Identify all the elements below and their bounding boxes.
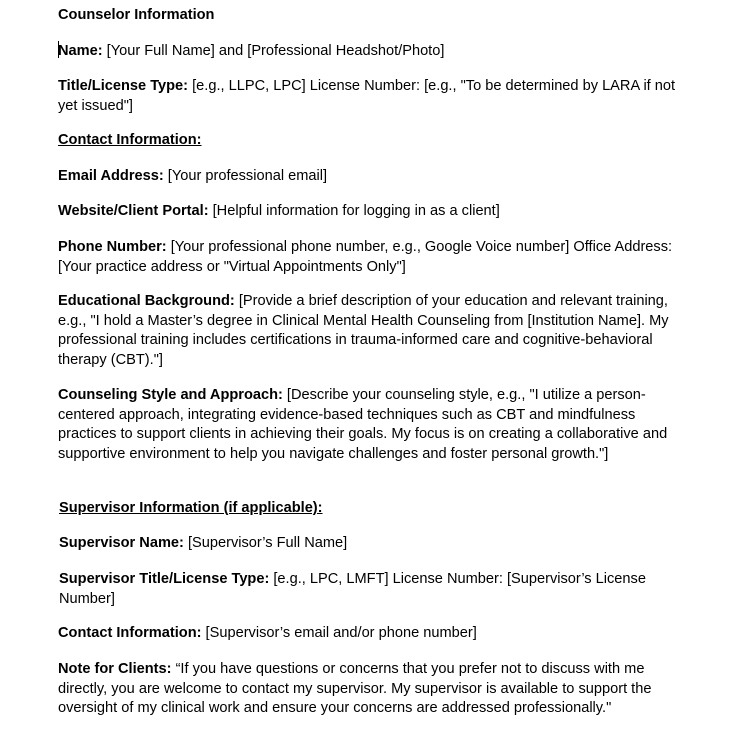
style-label: Counseling Style and Approach: — [58, 387, 283, 403]
contact-heading: Contact Information: — [58, 132, 202, 148]
document-title: Counselor Information — [58, 7, 215, 23]
supervisor-title-field — [59, 570, 689, 609]
phone-value: [Your professional phone number, e.g., Google Voice number] Office Address: [Your practice address or "Virtual Appointments Only"] — [58, 239, 673, 275]
supervisor-contact-value: [Supervisor’s email and/or phone number] — [201, 625, 477, 641]
education-label: Educational Background: — [58, 293, 235, 309]
note-label: Note for Clients: — [58, 661, 172, 677]
name-value: [Your Full Name] and [Professional Headshot/Photo] — [102, 43, 445, 59]
style-field — [58, 386, 688, 464]
name-label: Name: — [58, 43, 103, 59]
website-value: [Helpful information for logging in as a client] — [208, 203, 500, 219]
supervisor-contact-label: Contact Information: — [58, 625, 202, 641]
supervisor-heading: Supervisor Information (if applicable): — [59, 500, 323, 516]
phone-field — [58, 238, 688, 277]
email-label: Email Address: — [58, 168, 164, 184]
title-license-label: Title/License Type: — [58, 78, 189, 94]
title-license-field — [58, 77, 688, 116]
supervisor-contact-field — [58, 624, 688, 644]
supervisor-name-field — [59, 534, 689, 554]
website-field — [58, 202, 688, 222]
supervisor-title-value: [e.g., LPC, LMFT] License Number: [Supervisor’s License Number] — [59, 571, 646, 607]
education-value: [Provide a brief description of your education and relevant training, e.g., "I hold a Master’s degree in Clinical Mental Health Counseling from [Institution Name]. My professional training includes certifications in trauma-informed care and cognitive-behavioral therapy (CBT)."] — [58, 293, 669, 368]
email-field — [58, 167, 688, 187]
phone-label: Phone Number: — [58, 239, 167, 255]
name-field — [58, 41, 688, 62]
website-label: Website/Client Portal: — [58, 203, 209, 219]
email-value: [Your professional email] — [163, 168, 328, 184]
note-value: “If you have questions or concerns that you prefer not to discuss with me directly, you are welcome to contact my supervisor. My supervisor is available to support the oversight of my clinical work and ensure your concerns are addressed professionally." — [58, 661, 652, 716]
supervisor-title-label: Supervisor Title/License Type: — [59, 571, 270, 587]
style-value: [Describe your counseling style, e.g., "I utilize a person-centered approach, integrating evidence-based techniques such as CBT and mindfulness practices to support clients in achieving their goals. My focus is on creating a collaborative and supportive environment to help you navigate challenges and foster personal growth."] — [58, 387, 668, 462]
note-field — [58, 660, 678, 719]
supervisor-name-value: [Supervisor’s Full Name] — [183, 535, 348, 551]
education-field — [58, 292, 688, 370]
supervisor-name-label: Supervisor Name: — [59, 535, 184, 551]
title-license-value: [e.g., LLPC, LPC] License Number: [e.g., "To be determined by LARA if not yet issued"] — [58, 78, 676, 114]
